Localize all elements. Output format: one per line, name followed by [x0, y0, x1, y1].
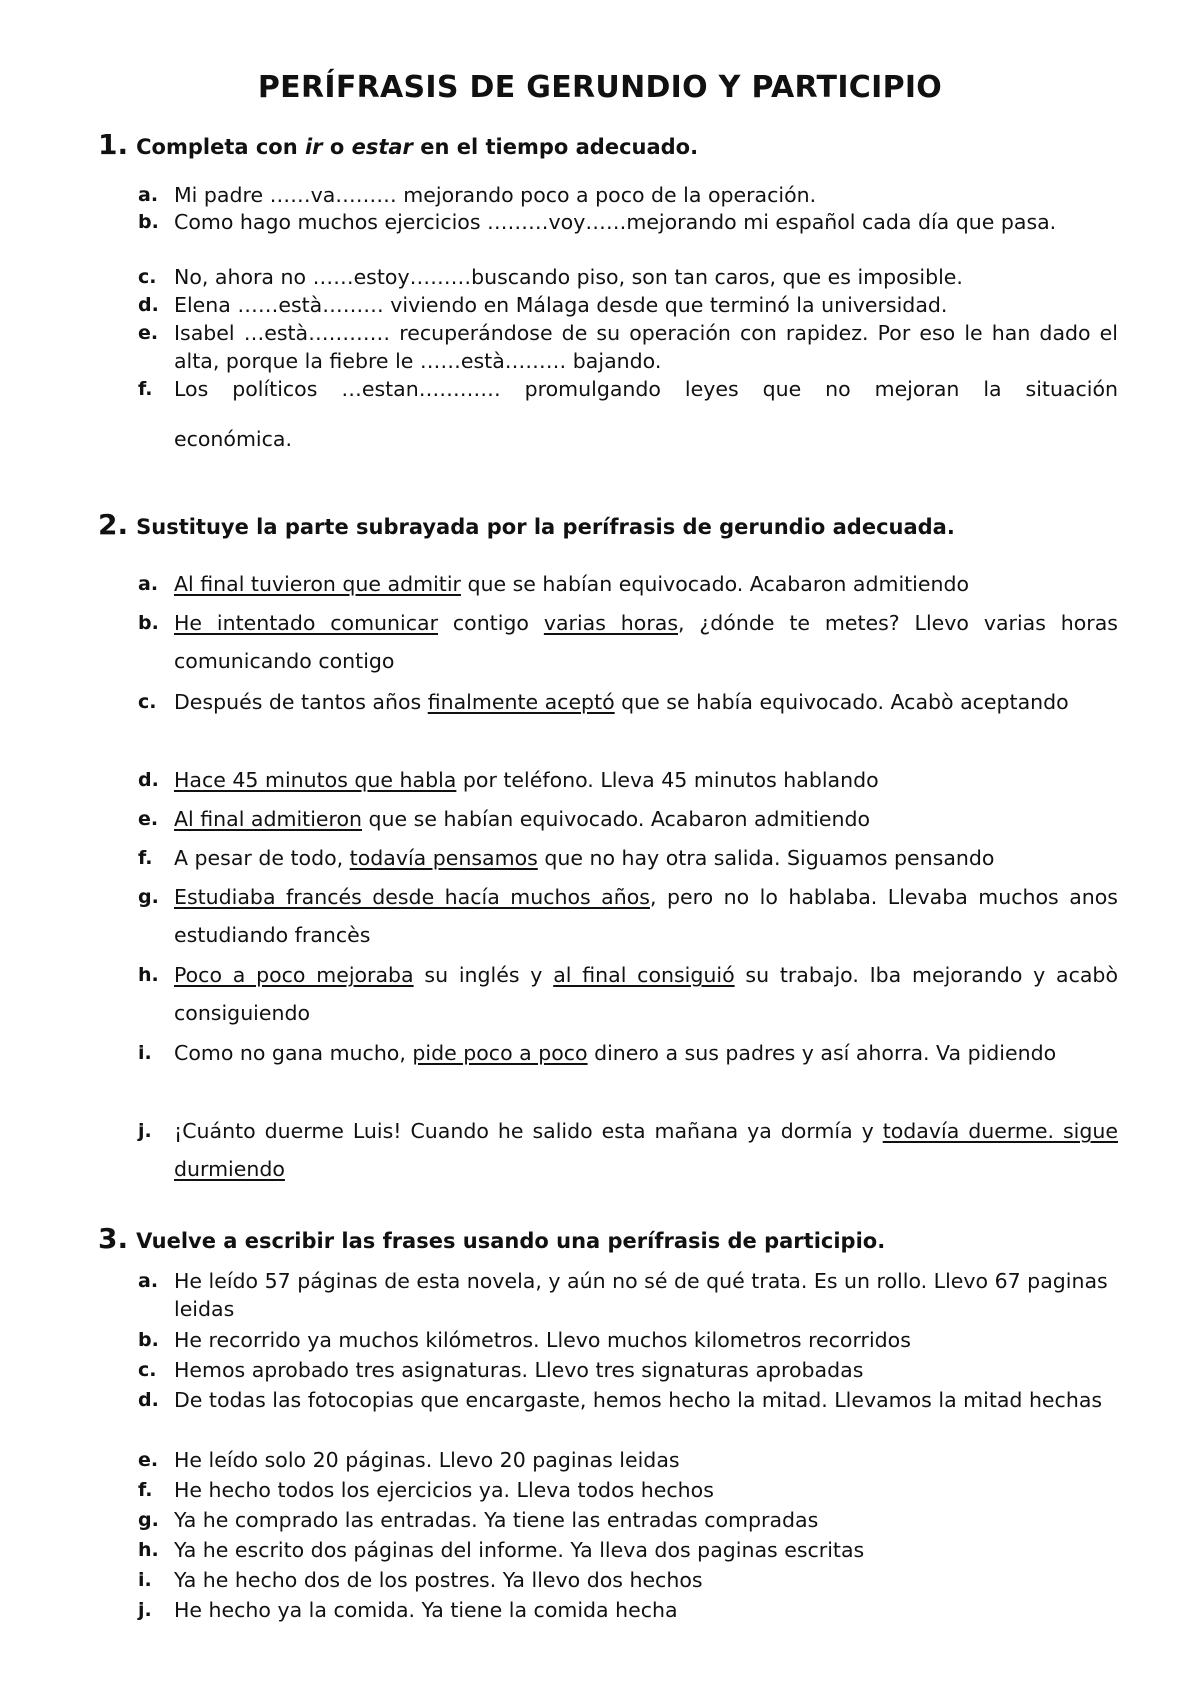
- item-label: d.: [138, 769, 159, 791]
- item-text: [174, 1034, 1118, 1072]
- list-item: [138, 1112, 1118, 1188]
- item-text: Ya he escrito dos páginas del informe. Ya lleva dos paginas escritas: [174, 1538, 865, 1562]
- item-text: [174, 565, 1118, 603]
- item-label: g.: [138, 886, 159, 908]
- item-text-plain: Como no gana mucho,: [174, 1041, 413, 1065]
- item-label: j.: [138, 1599, 152, 1621]
- item-text-plain: dinero a sus padres y así ahorra. Va pidiendo: [587, 1041, 1057, 1065]
- item-text: [174, 761, 1118, 799]
- list-item: [138, 800, 1118, 838]
- list-item: [138, 263, 1118, 291]
- item-text: Los políticos …estan………… promulgando leyes que no mejoran la situación: [174, 377, 1118, 401]
- section-1-heading-estar: estar: [351, 135, 413, 159]
- section-3-heading: [98, 1222, 885, 1255]
- list-item: [138, 1566, 1118, 1594]
- item-label: b.: [138, 612, 159, 634]
- section-2-number: 2.: [98, 508, 129, 541]
- list-item: [138, 291, 1118, 319]
- section-1-heading-text: Completa con: [136, 135, 305, 159]
- item-label: f.: [138, 1479, 153, 1501]
- item-text-plain: , pero no lo hablaba. Llevaba muchos anos estudiando francès: [174, 885, 1118, 947]
- item-text: De todas las fotocopias que encargaste, hemos hecho la mitad. Llevamos la mitad hechas: [174, 1388, 1103, 1412]
- item-text: No, ahora no ……estoy………buscando piso, son tan caros, que es imposible.: [174, 265, 963, 289]
- list-item: [138, 375, 1118, 453]
- item-text: [174, 839, 1118, 877]
- item-text-plain: que se habían equivocado. Acabaron admitiendo: [362, 807, 871, 831]
- section-1-heading-text: en el tiempo adecuado.: [412, 135, 699, 159]
- item-label: a.: [138, 184, 159, 206]
- list-item: [138, 1386, 1118, 1414]
- section-2-heading-text: Sustituye la parte subrayada por la perífrasis de gerundio adecuada.: [136, 515, 955, 539]
- item-label: b.: [138, 211, 159, 233]
- item-label: c.: [138, 691, 157, 713]
- item-text: He hecho todos los ejercicios ya. Lleva todos hechos: [174, 1478, 714, 1502]
- list-item: [138, 565, 1118, 603]
- underlined-phrase: varias horas: [543, 611, 679, 635]
- item-label: c.: [138, 1359, 157, 1381]
- item-text-plain: ¡Cuánto duerme Luis! Cuando he salido esta mañana ya dormía y: [174, 1119, 883, 1143]
- underlined-phrase: pide poco a poco: [412, 1041, 588, 1065]
- item-text-plain: contigo: [438, 611, 544, 635]
- underlined-phrase: todavía duerme. sigue durmiendo: [174, 1119, 1118, 1181]
- list-item: [138, 839, 1118, 877]
- underlined-phrase: Poco a poco mejoraba: [174, 963, 414, 987]
- item-text: [174, 604, 1118, 680]
- item-label: e.: [138, 808, 159, 830]
- item-label: a.: [138, 1270, 159, 1292]
- item-text-plain: A pesar de todo,: [174, 846, 350, 870]
- list-item: [138, 1446, 1118, 1474]
- list-item: [138, 604, 1118, 680]
- section-1-heading-text: o: [322, 135, 352, 159]
- list-item: [138, 181, 1118, 209]
- item-label: d.: [138, 294, 159, 316]
- item-text: He leído solo 20 páginas. Llevo 20 paginas leidas: [174, 1448, 680, 1472]
- section-3-number: 3.: [98, 1222, 129, 1255]
- item-text-plain: Después de tantos años: [174, 690, 428, 714]
- item-text: Hemos aprobado tres asignaturas. Llevo tres signaturas aprobadas: [174, 1358, 864, 1382]
- underlined-phrase: Estudiaba francés desde hacía muchos años: [174, 885, 650, 909]
- item-label: i.: [138, 1042, 152, 1064]
- item-label: d.: [138, 1389, 159, 1411]
- list-item: [138, 1034, 1118, 1072]
- item-label: j.: [138, 1120, 152, 1142]
- item-text: Mi padre ……va……… mejorando poco a poco de la operación.: [174, 183, 817, 207]
- section-1-heading-ir: ir: [304, 135, 323, 159]
- list-item: [138, 878, 1118, 954]
- item-text-plain: que no hay otra salida. Siguamos pensando: [537, 846, 995, 870]
- item-text-plain: que se había equivocado. Acabò aceptando: [614, 690, 1069, 714]
- item-text-plain: su trabajo. Iba mejorando y acabò consiguiendo: [174, 963, 1118, 1025]
- item-text: Como hago muchos ejercicios ………voy……mejorando mi español cada día que pasa.: [174, 210, 1057, 234]
- item-text-plain: que se habían equivocado. Acabaron admitiendo: [460, 572, 970, 596]
- item-text: He hecho ya la comida. Ya tiene la comida hecha: [174, 1598, 678, 1622]
- list-item: [138, 683, 1118, 721]
- item-label: e.: [138, 322, 159, 344]
- list-item: [138, 956, 1118, 1032]
- list-item: [138, 761, 1118, 799]
- item-text: Isabel …està………… recuperándose de su operación con rapidez. Por eso le han dado el alta, porque la fiebre le ……està……… bajando.: [174, 321, 1118, 373]
- item-text: [174, 683, 1118, 721]
- list-item: [138, 1596, 1118, 1624]
- section-3-heading-text: Vuelve a escribir las frases usando una perífrasis de participio.: [136, 1229, 886, 1253]
- list-item: [138, 1536, 1118, 1564]
- item-text-plain: , ¿dónde te metes? Llevo varias horas comunicando contigo: [174, 611, 1118, 673]
- item-label: a.: [138, 573, 159, 595]
- item-text: [174, 956, 1118, 1032]
- underlined-phrase: Hace 45 minutos que habla: [174, 768, 457, 792]
- underlined-phrase: al final consiguió: [553, 963, 735, 987]
- underlined-phrase: He intentado comunicar: [174, 611, 438, 635]
- item-label: f.: [138, 847, 153, 869]
- item-text: Ya he comprado las entradas. Ya tiene las entradas compradas: [174, 1508, 819, 1532]
- item-label: i.: [138, 1569, 152, 1591]
- item-text-plain: por teléfono. Lleva 45 minutos hablando: [456, 768, 879, 792]
- page-title: PERÍFRASIS DE GERUNDIO Y PARTICIPIO: [257, 70, 943, 105]
- list-item: [138, 208, 1118, 236]
- list-item: [138, 1326, 1118, 1354]
- section-2-heading: [98, 508, 955, 541]
- list-item: [138, 1267, 1118, 1323]
- item-label: g.: [138, 1509, 159, 1531]
- item-label: c.: [138, 266, 157, 288]
- list-item: [138, 1476, 1118, 1504]
- list-item: [138, 319, 1118, 375]
- item-text-continued: económica.: [174, 427, 292, 451]
- underlined-phrase: Al final tuvieron que admitir: [174, 572, 461, 596]
- item-text: He leído 57 páginas de esta novela, y aún no sé de qué trata. Es un rollo. Llevo 67 paginas leidas: [174, 1269, 1108, 1321]
- item-label: e.: [138, 1449, 159, 1471]
- item-text: [174, 878, 1118, 954]
- item-text: Elena ……està……… viviendo en Málaga desde que terminó la universidad.: [174, 293, 948, 317]
- item-text-plain: su inglés y: [413, 963, 554, 987]
- item-text: [174, 800, 1118, 838]
- underlined-phrase: todavía pensamos: [349, 846, 538, 870]
- list-item: [138, 1356, 1118, 1384]
- underlined-phrase: Al final admitieron: [174, 807, 363, 831]
- item-text: Ya he hecho dos de los postres. Ya llevo dos hechos: [174, 1568, 703, 1592]
- item-label: h.: [138, 964, 159, 986]
- item-text: [174, 1112, 1118, 1188]
- underlined-phrase: finalmente aceptó: [427, 690, 615, 714]
- list-item: [138, 1506, 1118, 1534]
- section-1-number: 1.: [98, 128, 129, 161]
- item-label: h.: [138, 1539, 159, 1561]
- item-text: He recorrido ya muchos kilómetros. Llevo muchos kilometros recorridos: [174, 1328, 911, 1352]
- item-label: b.: [138, 1329, 159, 1351]
- section-1-heading: [98, 128, 698, 161]
- item-label: f.: [138, 378, 153, 400]
